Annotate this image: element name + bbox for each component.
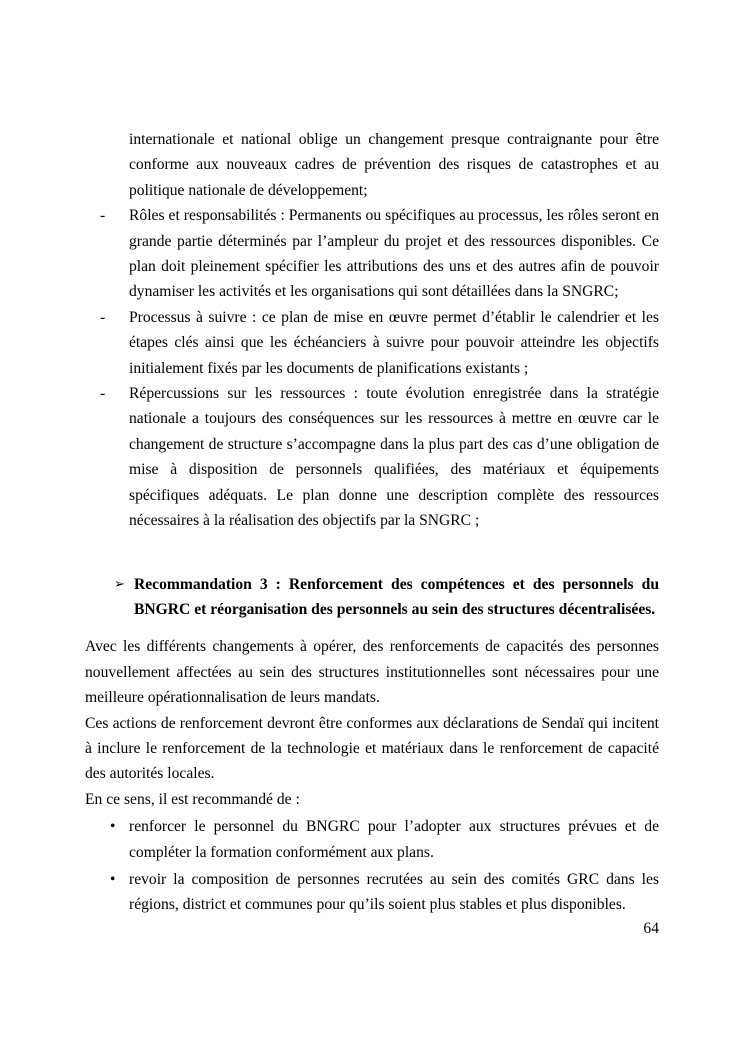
paragraph: Ces actions de renforcement devront être conformes aux déclarations de Sendaï qui incitent à inclure le renforcement de la technologie et matériaux dans le renforcement de capacité des autorités locales.: [85, 714, 659, 783]
dash-marker-icon: -: [100, 207, 106, 225]
dash-marker-icon: -: [100, 308, 106, 326]
recommendation-text: Recommandation 3 : Renforcement des compétences et des personnels du BNGRC et réorganisation des personnels au sein des structures décentralisées.: [134, 575, 659, 618]
bullet-marker-icon: •: [110, 818, 116, 836]
page-content: [85, 127, 659, 918]
list-item-continuation-text: internationale et national oblige un changement presque contraignante pour être conforme aux nouveaux cadres de prévention des risques de catastrophes et au politique nationale de développement;: [129, 131, 659, 199]
paragraph: Avec les différents changements à opérer, des renforcements de capacités des personnes nouvellement affectées au sein des structures institutionnelles sont nécessaires pour une meilleure opérationnalisation de leurs mandats.: [85, 638, 659, 707]
list-item: [85, 381, 659, 533]
list-item-text: Répercussions sur les ressources : toute évolution enregistrée dans la stratégie nationale a toujours des conséquences sur les ressources à mettre en œuvre car le changement de structure s’accompagne dans la plus part des cas d’une obligation de mise à disposition de personnels qualifiées, des matériaux et équipements spécifiques adéquats. Le plan donne une description complète des ressources nécessaires à la réalisation des objectifs par la SNGRC ;: [129, 385, 659, 530]
page-number: 64: [643, 920, 659, 937]
list-item-continuation: [85, 127, 659, 203]
bullet-marker-icon: •: [110, 870, 116, 888]
dash-marker-icon: -: [100, 385, 106, 403]
bullet-item-text: renforcer le personnel du BNGRC pour l’adopter aux structures prévues et de compléter la formation conformément aux plans.: [129, 818, 659, 861]
recommendation-heading: [85, 572, 659, 623]
bullet-list-item: [85, 814, 659, 865]
list-item-text: Rôles et responsabilités : Permanents ou spécifiques au processus, les rôles seront en grande partie déterminés par l’ampleur du projet et des ressources disponibles. Ce plan doit pleinement spécifier les attributions des uns et des autres afin de pouvoir dynamiser les activités et les organisations qui sont détaillées dans la SNGRC;: [129, 207, 659, 301]
list-item: [85, 203, 659, 305]
body-paragraphs: [85, 634, 659, 812]
list-item: [85, 305, 659, 381]
bullet-list-item: [85, 867, 659, 918]
arrow-bullet-icon: ➢: [114, 576, 125, 592]
paragraph: En ce sens, il est recommandé de :: [85, 790, 300, 808]
bullet-item-text: revoir la composition de personnes recrutées au sein des comités GRC dans les régions, district et communes pour qu’ils soient plus stables et plus disponibles.: [129, 870, 659, 914]
list-item-text: Processus à suivre : ce plan de mise en œuvre permet d’établir le calendrier et les étapes clés ainsi que les échéanciers à suivre pour pouvoir atteindre les objectifs initialement fixés par les documents de planifications existants ;: [129, 308, 659, 377]
